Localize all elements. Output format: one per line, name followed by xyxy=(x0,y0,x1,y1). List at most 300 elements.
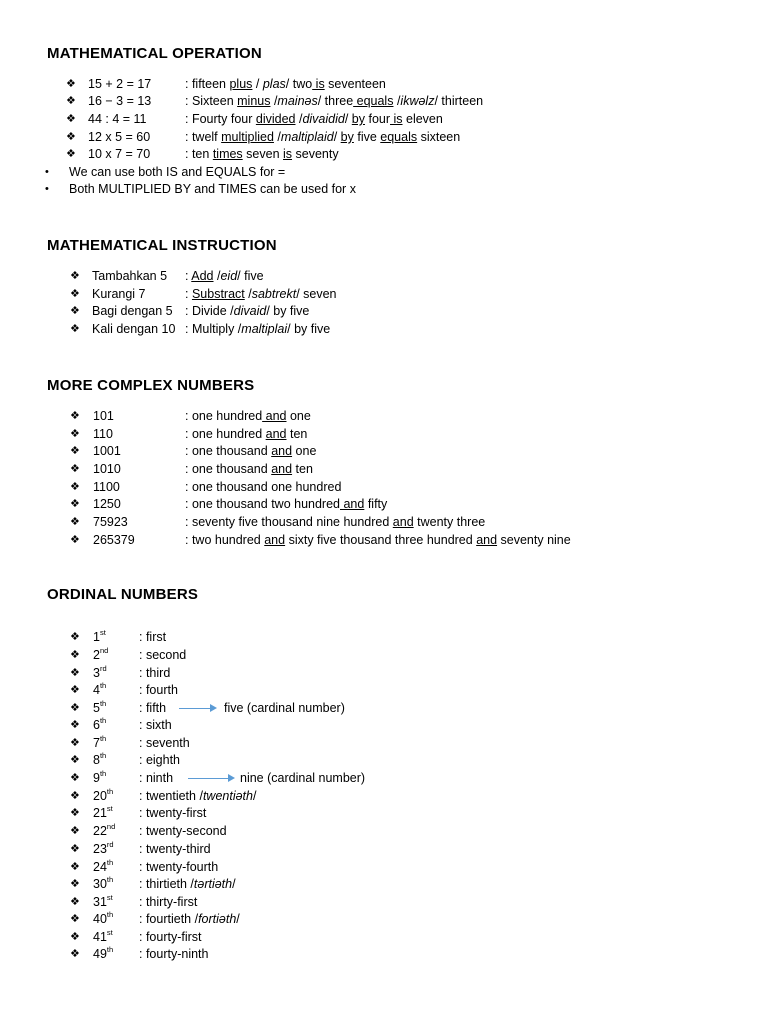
text-segment: one xyxy=(286,409,311,423)
underlined-and: and xyxy=(271,444,293,458)
text-segment: sixteen xyxy=(417,130,461,144)
note-text: We can use both IS and EQUALS for = xyxy=(69,165,286,179)
diamond-bullet-icon: ❖ xyxy=(70,288,80,300)
text-segment: : xyxy=(139,895,146,909)
ordinal-suffix: st xyxy=(106,893,113,902)
ordinal-word xyxy=(139,665,170,681)
complex-number xyxy=(93,496,121,512)
underlined-and: and xyxy=(392,515,414,529)
text-segment: seventy nine xyxy=(497,533,571,547)
text-segment: : xyxy=(139,753,146,767)
underlined-term: equals xyxy=(380,130,418,144)
ordinal-digits: 49 xyxy=(93,947,107,961)
indonesian-text: Bagi dengan 5 xyxy=(92,304,173,318)
ordinal-number xyxy=(93,647,108,663)
ordinal-digits: 23 xyxy=(93,842,107,856)
text-segment: twenty three xyxy=(413,515,486,529)
text-segment: one hundred xyxy=(191,427,266,441)
ordinal-word-text: thirty-first xyxy=(145,895,198,909)
operation-equation xyxy=(88,129,150,145)
complex-number xyxy=(93,514,128,530)
text-segment: / seven xyxy=(296,287,337,301)
ordinal-word-text: twenty-third xyxy=(145,842,211,856)
diamond-bullet-icon: ❖ xyxy=(70,790,80,802)
text-segment: : xyxy=(139,860,146,874)
pronunciation: mainəs xyxy=(277,94,318,108)
equation-text: 44 : 4 = 11 xyxy=(88,112,147,126)
ordinal-digits: 30 xyxy=(93,877,107,891)
ordinal-digits: 5 xyxy=(93,701,100,715)
diamond-bullet-icon: ❖ xyxy=(70,807,80,819)
ordinal-suffix: th xyxy=(99,769,107,778)
number-text: 101 xyxy=(93,409,114,423)
ordinal-suffix: th xyxy=(106,910,114,919)
text-segment: twelf xyxy=(191,130,222,144)
text-segment: one thousand two hundred xyxy=(191,497,340,511)
underlined-term: by xyxy=(351,112,365,126)
complex-number-words xyxy=(185,426,307,442)
underlined-and: and xyxy=(265,427,287,441)
ordinal-digits: 21 xyxy=(93,806,107,820)
ordinal-word-text: fourty-first xyxy=(145,930,202,944)
ordinal-suffix: nd xyxy=(106,822,116,831)
operation-reading xyxy=(185,146,339,162)
complex-number-words xyxy=(185,479,341,495)
underlined-and: and xyxy=(476,533,498,547)
ordinal-number xyxy=(93,894,113,910)
complex-number xyxy=(93,443,121,459)
text-segment: : xyxy=(185,480,192,494)
text-segment: seven xyxy=(242,147,283,161)
ordinal-number xyxy=(93,929,113,945)
ordinal-number xyxy=(93,876,113,892)
text-segment: : xyxy=(139,930,146,944)
text-segment: Fourty four xyxy=(191,112,256,126)
ordinal-word-text: second xyxy=(145,648,187,662)
ordinal-digits: 22 xyxy=(93,824,107,838)
text-segment: / five xyxy=(237,269,264,283)
text-segment: ten xyxy=(292,462,313,476)
diamond-bullet-icon: ❖ xyxy=(70,667,80,679)
underlined-term: Add xyxy=(191,269,214,283)
text-segment: : xyxy=(185,533,192,547)
diamond-bullet-icon: ❖ xyxy=(70,843,80,855)
ordinal-word xyxy=(139,629,166,645)
underlined-term: is xyxy=(283,147,293,161)
text-segment: sixty five thousand three hundred xyxy=(285,533,477,547)
text-segment: : xyxy=(185,444,192,458)
text-segment: seventy xyxy=(292,147,339,161)
text-segment: one hundred xyxy=(191,409,263,423)
underlined-term: equals xyxy=(353,94,394,108)
text-segment: : xyxy=(139,842,146,856)
text-segment: : xyxy=(139,789,146,803)
pronunciation: twentiəth xyxy=(202,789,253,803)
diamond-bullet-icon: ❖ xyxy=(70,305,80,317)
ordinal-number xyxy=(93,946,113,962)
complex-number-words xyxy=(185,461,313,477)
ordinal-digits: 3 xyxy=(93,666,100,680)
diamond-bullet-icon: ❖ xyxy=(70,948,80,960)
section-heading-complex-numbers: MORE COMPLEX NUMBERS xyxy=(47,377,255,394)
diamond-bullet-icon: ❖ xyxy=(66,131,76,143)
operation-equation xyxy=(88,76,151,92)
ordinal-word-text: seventh xyxy=(145,736,190,750)
text-segment: : xyxy=(185,427,192,441)
indonesian-text: Tambahkan 5 xyxy=(92,269,168,283)
text-segment: : xyxy=(185,462,192,476)
ordinal-word-text: twenty-first xyxy=(145,806,207,820)
number-text: 1250 xyxy=(93,497,121,511)
diamond-bullet-icon: ❖ xyxy=(70,649,80,661)
ordinal-word xyxy=(139,752,180,768)
ordinal-word xyxy=(139,911,240,927)
operation-reading xyxy=(185,76,386,92)
text-segment: seventeen xyxy=(324,77,386,91)
complex-number xyxy=(93,532,135,548)
ordinal-word xyxy=(139,700,166,716)
diamond-bullet-icon: ❖ xyxy=(70,684,80,696)
usage-note xyxy=(69,181,356,197)
instruction-english xyxy=(185,303,309,319)
text-segment: / xyxy=(273,130,281,144)
diamond-bullet-icon: ❖ xyxy=(66,148,76,160)
ordinal-digits: 31 xyxy=(93,895,107,909)
underlined-and: and xyxy=(264,533,286,547)
complex-number xyxy=(93,426,113,442)
ordinal-suffix: st xyxy=(106,804,113,813)
text-segment: / two xyxy=(285,77,313,91)
ordinal-number xyxy=(93,682,106,698)
ordinal-word-text: first xyxy=(145,630,167,644)
text-segment: : xyxy=(139,718,146,732)
pronunciation: tərtiəth xyxy=(193,877,233,891)
ordinal-word xyxy=(139,770,173,786)
ordinal-word xyxy=(139,894,197,910)
text-segment: : xyxy=(185,287,192,301)
ordinal-number xyxy=(93,788,113,804)
text-segment: / xyxy=(232,877,236,891)
underlined-term: is xyxy=(390,112,403,126)
ordinal-suffix: rd xyxy=(106,840,114,849)
number-text: 110 xyxy=(93,427,113,441)
text-segment: / thirteen xyxy=(434,94,484,108)
diamond-bullet-icon: ❖ xyxy=(70,754,80,766)
equation-text: 12 x 5 = 60 xyxy=(88,130,151,144)
pronunciation: fortiəth xyxy=(198,912,237,926)
text-segment: / xyxy=(295,112,303,126)
complex-number-words xyxy=(185,496,387,512)
ordinal-suffix: th xyxy=(106,945,114,954)
text-segment: : xyxy=(185,409,192,423)
ordinal-number xyxy=(93,770,106,786)
diamond-bullet-icon: ❖ xyxy=(70,516,80,528)
equation-text: 16 − 3 = 13 xyxy=(88,94,152,108)
text-segment: / xyxy=(333,130,341,144)
ordinal-number xyxy=(93,700,106,716)
text-segment: : xyxy=(185,130,192,144)
text-segment: : xyxy=(139,683,146,697)
number-text: 75923 xyxy=(93,515,128,529)
text-segment: four xyxy=(365,112,391,126)
diamond-bullet-icon: ❖ xyxy=(70,719,80,731)
ordinal-number xyxy=(93,841,114,857)
text-segment: one thousand xyxy=(191,462,272,476)
text-segment: : xyxy=(139,806,146,820)
operation-reading xyxy=(185,129,460,145)
ordinal-word-text: twenty-second xyxy=(145,824,227,838)
ordinal-word xyxy=(139,823,227,839)
number-text: 265379 xyxy=(93,533,135,547)
underlined-term: plus xyxy=(229,77,253,91)
complex-number-words xyxy=(185,443,316,459)
diamond-bullet-icon: ❖ xyxy=(66,95,76,107)
operation-equation xyxy=(88,93,151,109)
indonesian-text: Kurangi 7 xyxy=(92,287,146,301)
equation-text: 10 x 7 = 70 xyxy=(88,147,151,161)
section-heading-instruction: MATHEMATICAL INSTRUCTION xyxy=(47,237,277,254)
diamond-bullet-icon: ❖ xyxy=(70,445,80,457)
text-segment: eleven xyxy=(402,112,443,126)
diamond-bullet-icon: ❖ xyxy=(70,878,80,890)
ordinal-word xyxy=(139,788,256,804)
ordinal-word-text: eighth xyxy=(145,753,181,767)
ordinal-digits: 41 xyxy=(93,930,107,944)
ordinal-word-text: third xyxy=(145,666,171,680)
instruction-english xyxy=(185,286,337,302)
text-segment: five xyxy=(353,130,381,144)
ordinal-word-text: twentieth / xyxy=(145,789,203,803)
diamond-bullet-icon: ❖ xyxy=(70,463,80,475)
diamond-bullet-icon: ❖ xyxy=(70,323,80,335)
text-segment: / xyxy=(393,94,401,108)
ordinal-word xyxy=(139,805,206,821)
ordinal-number xyxy=(93,735,106,751)
ordinal-number xyxy=(93,752,106,768)
underlined-term: is xyxy=(312,77,325,91)
arrow-right-icon xyxy=(179,704,217,712)
pronunciation: eid xyxy=(220,269,238,283)
ordinal-word-text: sixth xyxy=(145,718,172,732)
diamond-bullet-icon: ❖ xyxy=(70,534,80,546)
ordinal-digits: 1 xyxy=(93,630,100,644)
text-segment: : xyxy=(139,912,146,926)
ordinal-word-text: fifth xyxy=(145,701,167,715)
text-segment: ten xyxy=(191,147,213,161)
instruction-english xyxy=(185,268,264,284)
complex-number-words xyxy=(185,514,485,530)
operation-reading xyxy=(185,93,483,109)
pronunciation: divaidid xyxy=(302,112,345,126)
text-segment: : xyxy=(139,701,146,715)
ordinal-digits: 2 xyxy=(93,648,100,662)
number-text: 1010 xyxy=(93,462,121,476)
pronunciation: maltiplai xyxy=(241,322,288,336)
ordinal-digits: 40 xyxy=(93,912,107,926)
ordinal-word xyxy=(139,735,190,751)
ordinal-number xyxy=(93,805,113,821)
text-segment: : xyxy=(185,322,192,336)
cardinal-note xyxy=(240,770,365,786)
text-segment: : xyxy=(139,947,146,961)
ordinal-number xyxy=(93,911,113,927)
text-segment: : xyxy=(139,666,146,680)
ordinal-word xyxy=(139,859,218,875)
arrow-right-icon xyxy=(188,774,235,782)
text-segment: : xyxy=(139,877,146,891)
ordinal-word xyxy=(139,682,178,698)
diamond-bullet-icon: ❖ xyxy=(66,78,76,90)
text-segment: one thousand one hundred xyxy=(191,480,342,494)
text-segment: : xyxy=(185,112,192,126)
underlined-term: multiplied xyxy=(221,130,274,144)
pronunciation: ikwəlz xyxy=(400,94,435,108)
ordinal-word-text: fourtieth / xyxy=(145,912,199,926)
text-segment: / by five xyxy=(266,304,310,318)
ordinal-suffix: st xyxy=(106,928,113,937)
complex-number-words xyxy=(185,408,311,424)
text-segment: one xyxy=(292,444,317,458)
diamond-bullet-icon: ❖ xyxy=(70,772,80,784)
ordinal-word xyxy=(139,647,186,663)
pronunciation: sabtrekt xyxy=(251,287,297,301)
cardinal-note-text: five (cardinal number) xyxy=(224,701,345,715)
text-segment: / by five xyxy=(287,322,331,336)
operation-reading xyxy=(185,111,443,127)
ordinal-suffix: th xyxy=(99,751,107,760)
ordinal-word-text: fourty-ninth xyxy=(145,947,209,961)
ordinal-suffix: nd xyxy=(99,646,109,655)
dot-bullet-icon: • xyxy=(45,166,49,178)
text-segment: Multiply / xyxy=(191,322,242,336)
number-text: 1100 xyxy=(93,480,120,494)
pronunciation: divaid xyxy=(233,304,267,318)
underlined-term: divided xyxy=(255,112,296,126)
diamond-bullet-icon: ❖ xyxy=(70,702,80,714)
instruction-english xyxy=(185,321,330,337)
complex-number-words xyxy=(185,532,571,548)
diamond-bullet-icon: ❖ xyxy=(70,410,80,422)
instruction-indonesian xyxy=(92,303,173,319)
text-segment: : xyxy=(185,147,192,161)
diamond-bullet-icon: ❖ xyxy=(70,481,80,493)
diamond-bullet-icon: ❖ xyxy=(70,631,80,643)
text-segment: / xyxy=(252,789,257,803)
text-segment: seventy five thousand nine hundred xyxy=(191,515,393,529)
text-segment: / xyxy=(213,269,221,283)
text-segment: : xyxy=(185,497,192,511)
ordinal-word xyxy=(139,929,202,945)
cardinal-note-text: nine (cardinal number) xyxy=(240,771,366,785)
ordinal-number xyxy=(93,629,106,645)
ordinal-suffix: rd xyxy=(99,664,107,673)
text-segment: : xyxy=(185,77,192,91)
diamond-bullet-icon: ❖ xyxy=(70,913,80,925)
underlined-term: times xyxy=(212,147,243,161)
number-text: 1001 xyxy=(93,444,121,458)
text-segment: Sixteen xyxy=(191,94,238,108)
underlined-term: by xyxy=(340,130,354,144)
text-segment: / xyxy=(270,94,278,108)
text-segment: Divide / xyxy=(191,304,234,318)
ordinal-suffix: th xyxy=(99,716,107,725)
underlined-and: and xyxy=(262,409,287,423)
text-segment: : xyxy=(139,771,146,785)
instruction-indonesian xyxy=(92,268,167,284)
text-segment: : xyxy=(185,304,192,318)
diamond-bullet-icon: ❖ xyxy=(70,498,80,510)
ordinal-word xyxy=(139,717,172,733)
text-segment: one thousand xyxy=(191,444,272,458)
text-segment: / xyxy=(244,287,252,301)
pronunciation: plas xyxy=(262,77,286,91)
ordinal-digits: 20 xyxy=(93,789,107,803)
ordinal-suffix: th xyxy=(106,787,114,796)
diamond-bullet-icon: ❖ xyxy=(70,737,80,749)
diamond-bullet-icon: ❖ xyxy=(70,825,80,837)
text-segment: : xyxy=(139,736,146,750)
diamond-bullet-icon: ❖ xyxy=(70,931,80,943)
diamond-bullet-icon: ❖ xyxy=(70,428,80,440)
ordinal-suffix: th xyxy=(106,858,114,867)
ordinal-suffix: th xyxy=(99,734,107,743)
ordinal-digits: 24 xyxy=(93,860,107,874)
underlined-and: and xyxy=(340,497,365,511)
ordinal-word xyxy=(139,946,208,962)
ordinal-suffix: th xyxy=(106,875,114,884)
complex-number xyxy=(93,408,114,424)
diamond-bullet-icon: ❖ xyxy=(70,896,80,908)
ordinal-word-text: fourth xyxy=(145,683,178,697)
ordinal-digits: 8 xyxy=(93,753,100,767)
text-segment: : xyxy=(185,94,192,108)
diamond-bullet-icon: ❖ xyxy=(66,113,76,125)
text-segment: / three xyxy=(317,94,354,108)
text-segment: : xyxy=(139,648,146,662)
ordinal-word-text: thirtieth / xyxy=(145,877,194,891)
ordinal-number xyxy=(93,823,115,839)
section-heading-ordinal-numbers: ORDINAL NUMBERS xyxy=(47,586,199,603)
dot-bullet-icon: • xyxy=(45,183,49,195)
ordinal-word-text: twenty-fourth xyxy=(145,860,219,874)
diamond-bullet-icon: ❖ xyxy=(70,861,80,873)
text-segment: fifteen xyxy=(191,77,230,91)
text-segment: / xyxy=(252,77,263,91)
indonesian-text: Kali dengan 10 xyxy=(92,322,176,336)
underlined-term: Substract xyxy=(191,287,245,301)
cardinal-note xyxy=(224,700,345,716)
ordinal-word xyxy=(139,841,211,857)
ordinal-digits: 9 xyxy=(93,771,100,785)
ordinal-word xyxy=(139,876,236,892)
text-segment: : xyxy=(185,269,192,283)
ordinal-suffix: th xyxy=(99,699,107,708)
diamond-bullet-icon: ❖ xyxy=(70,270,80,282)
text-segment: / xyxy=(344,112,352,126)
complex-number xyxy=(93,479,120,495)
underlined-and: and xyxy=(271,462,293,476)
ordinal-suffix: th xyxy=(99,681,107,690)
underlined-term: minus xyxy=(237,94,271,108)
ordinal-number xyxy=(93,717,106,733)
text-segment: / xyxy=(236,912,240,926)
ordinal-digits: 7 xyxy=(93,736,100,750)
section-heading-operation: MATHEMATICAL OPERATION xyxy=(47,45,262,62)
text-segment: two hundred xyxy=(191,533,265,547)
operation-equation xyxy=(88,146,150,162)
text-segment: : xyxy=(185,515,192,529)
complex-number xyxy=(93,461,121,477)
